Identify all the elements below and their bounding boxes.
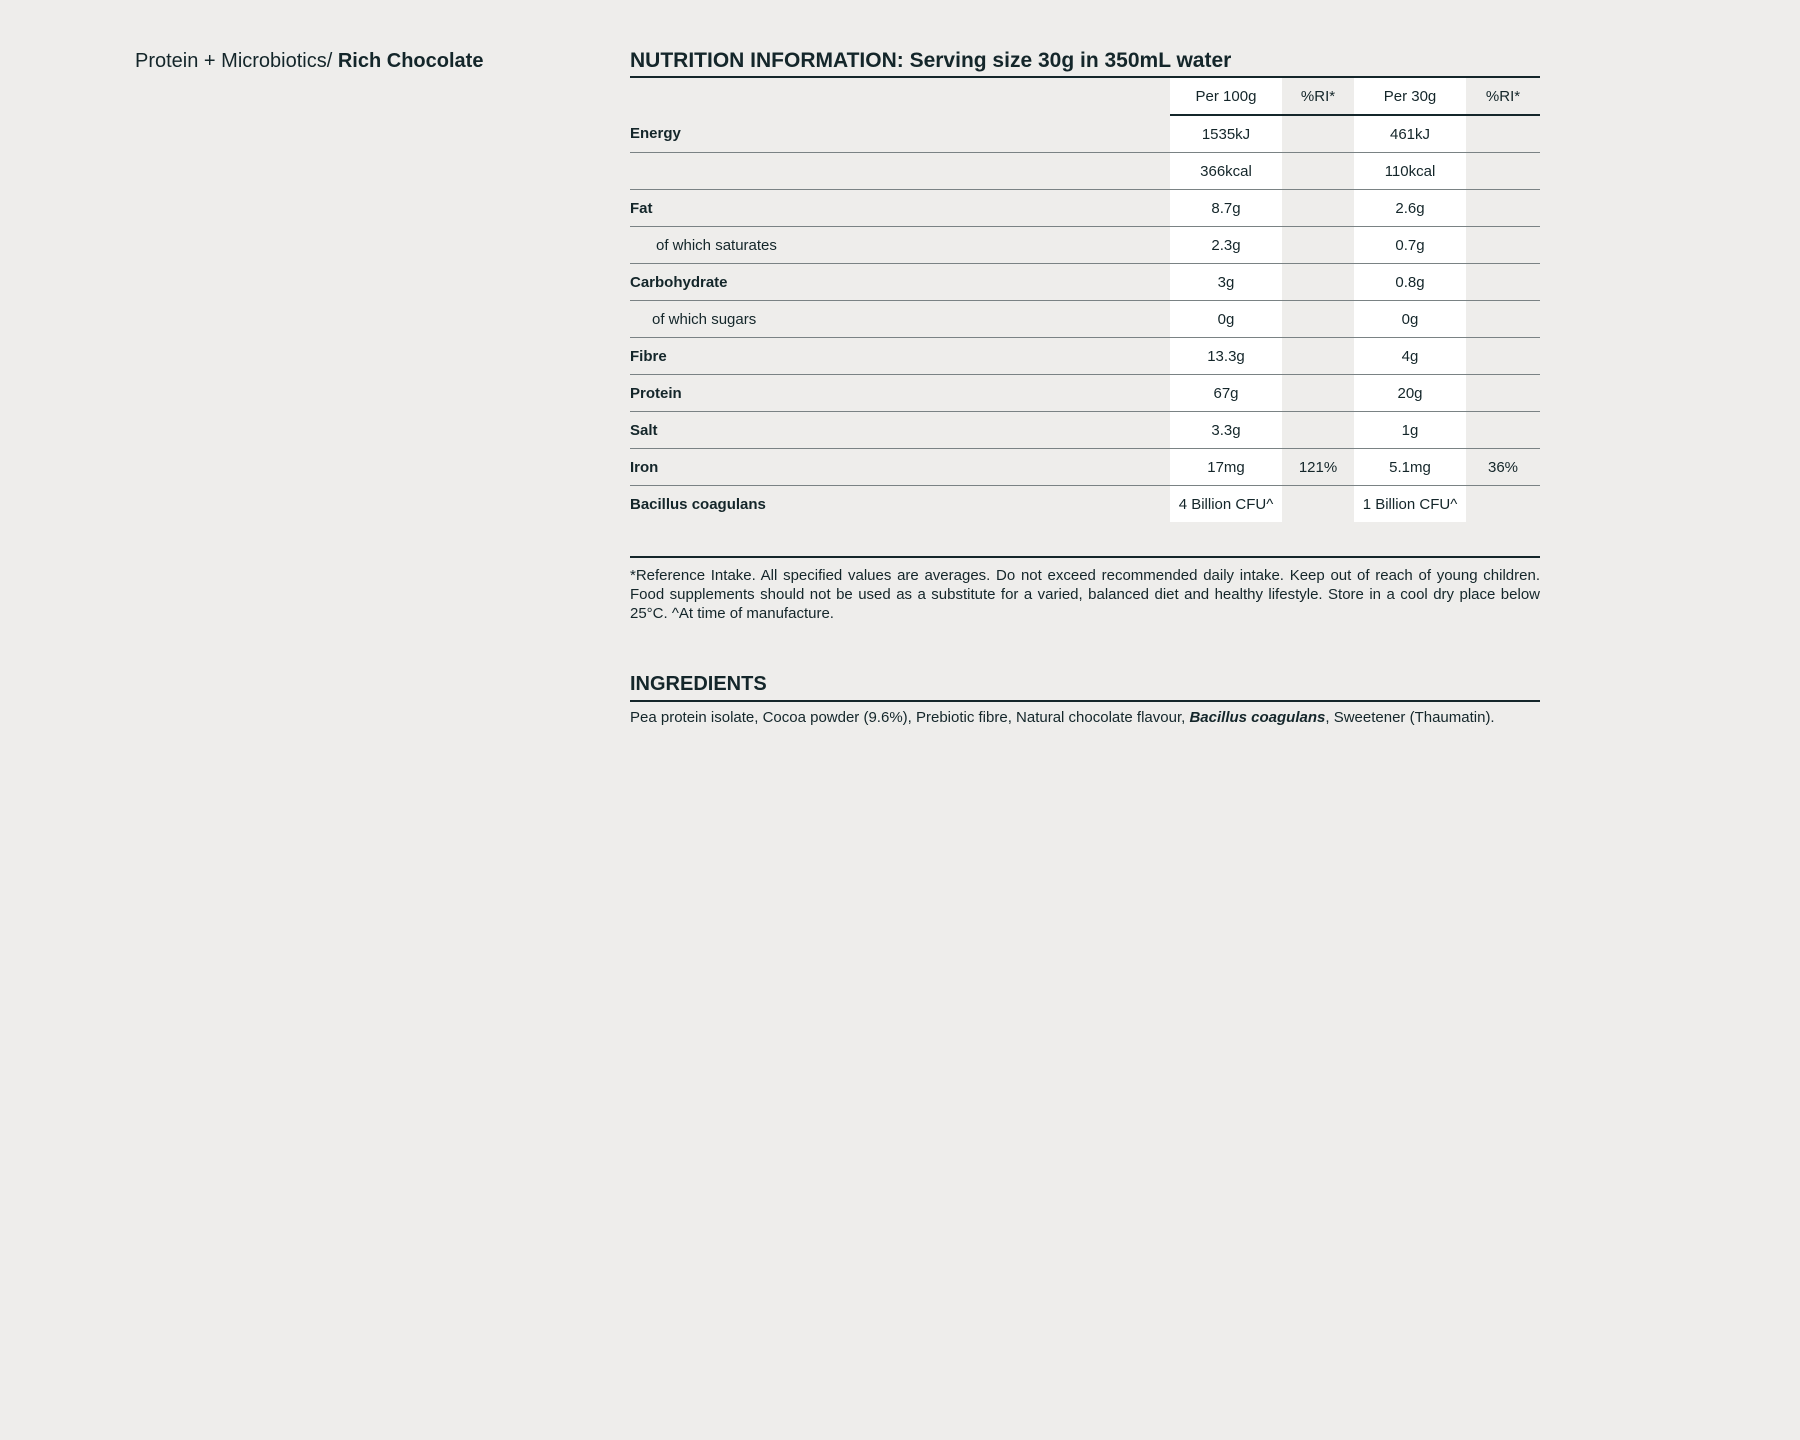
nutrient-name — [630, 153, 1170, 190]
header-ri-100g: %RI* — [1282, 77, 1354, 115]
value-per-100g: 4 Billion CFU^ — [1170, 486, 1282, 523]
ri-per-100g — [1282, 375, 1354, 412]
nutrient-name: Iron — [630, 449, 1170, 486]
ri-per-30g — [1466, 115, 1540, 153]
ri-per-30g: 36% — [1466, 449, 1540, 486]
nutrition-title: NUTRITION INFORMATION: Serving size 30g in 350mL water — [630, 49, 1232, 72]
nutrient-name: of which sugars — [630, 301, 1170, 338]
value-per-100g: 1535kJ — [1170, 115, 1282, 153]
ri-per-100g — [1282, 190, 1354, 227]
ri-per-30g — [1466, 338, 1540, 375]
nutrient-name: Protein — [630, 375, 1170, 412]
ri-per-30g — [1466, 375, 1540, 412]
ri-per-100g — [1282, 486, 1354, 523]
ri-per-100g — [1282, 412, 1354, 449]
header-per-30g: Per 30g — [1354, 77, 1466, 115]
nutrient-name: Carbohydrate — [630, 264, 1170, 301]
nutrition-table — [630, 76, 1540, 522]
value-per-100g: 366kcal — [1170, 153, 1282, 190]
ingredients-text-start: Pea protein isolate, Cocoa powder (9.6%), Prebiotic fibre, Natural chocolate flavour, — [630, 709, 1190, 726]
nutrient-name: Salt — [630, 412, 1170, 449]
ri-per-30g — [1466, 227, 1540, 264]
header-blank — [630, 77, 1170, 115]
nutrition-row — [630, 412, 1540, 449]
product-info — [630, 49, 1540, 726]
nutrient-name: Energy — [630, 115, 1170, 153]
ri-per-100g — [1282, 301, 1354, 338]
nutrition-row — [630, 190, 1540, 227]
value-per-30g: 2.6g — [1354, 190, 1466, 227]
ri-per-100g — [1282, 338, 1354, 375]
nutrient-name: Bacillus coagulans — [630, 495, 766, 513]
nutrition-row — [630, 338, 1540, 375]
nutrient-name: Fat — [630, 190, 1170, 227]
ri-per-100g — [1282, 153, 1354, 190]
ri-per-100g: 121% — [1282, 449, 1354, 486]
nutrition-row — [630, 153, 1540, 190]
nutrient-name: Fibre — [630, 338, 1170, 375]
value-per-30g: 1g — [1354, 412, 1466, 449]
breadcrumb-category[interactable]: Protein + Microbiotics/ — [135, 50, 333, 72]
nutrition-row — [630, 115, 1540, 153]
header-per-100g: Per 100g — [1170, 77, 1282, 115]
value-per-30g: 110kcal — [1354, 153, 1466, 190]
value-per-100g: 3.3g — [1170, 412, 1282, 449]
value-per-30g: 0.7g — [1354, 227, 1466, 264]
nutrition-row — [630, 449, 1540, 486]
ingredients-title: INGREDIENTS — [630, 673, 1540, 702]
value-per-30g: 4g — [1354, 338, 1466, 375]
breadcrumb — [135, 50, 483, 73]
value-per-100g: 17mg — [1170, 449, 1282, 486]
value-per-100g: 2.3g — [1170, 227, 1282, 264]
nutrient-name: of which saturates — [630, 227, 1170, 264]
value-per-100g: 67g — [1170, 375, 1282, 412]
ingredients-text-end: , Sweetener (Thaumatin). — [1325, 709, 1495, 726]
ri-per-30g — [1466, 264, 1540, 301]
breadcrumb-current: Rich Chocolate — [337, 50, 484, 72]
value-per-100g: 13.3g — [1170, 338, 1282, 375]
nutrition-row — [630, 486, 1540, 523]
nutrition-rows — [630, 115, 1540, 522]
divider — [630, 556, 1540, 558]
ri-per-30g — [1466, 301, 1540, 338]
ri-per-30g — [1466, 153, 1540, 190]
value-per-30g: 5.1mg — [1354, 449, 1466, 486]
value-per-100g: 0g — [1170, 301, 1282, 338]
ri-per-100g — [1282, 115, 1354, 153]
nutrition-row — [630, 301, 1540, 338]
ri-per-30g — [1466, 412, 1540, 449]
value-per-30g: 1 Billion CFU^ — [1354, 486, 1466, 523]
value-per-30g: 20g — [1354, 375, 1466, 412]
nutrition-row — [630, 264, 1540, 301]
ri-per-30g — [1466, 486, 1540, 523]
ri-per-100g — [1282, 227, 1354, 264]
value-per-30g: 0g — [1354, 301, 1466, 338]
ri-per-100g — [1282, 264, 1354, 301]
header-ri-30g: %RI* — [1466, 77, 1540, 115]
value-per-30g: 0.8g — [1354, 264, 1466, 301]
value-per-30g: 461kJ — [1354, 115, 1466, 153]
value-per-100g: 3g — [1170, 264, 1282, 301]
nutrition-row — [630, 227, 1540, 264]
nutrition-header-row — [630, 77, 1540, 115]
nutrition-row — [630, 375, 1540, 412]
ingredients-text-italic: Bacillus coagulans — [1189, 709, 1326, 726]
ri-per-30g — [1466, 190, 1540, 227]
nutrition-footnote: *Reference Intake. All specified values are averages. Do not exceed recommended daily intake. Keep out of reach of young children. Food supplements should not be used as a substitute for a varied, balanced diet and healthy lifestyle. Store in a cool dry place below 25°C. ^At time of manufacture. — [630, 567, 1540, 622]
ingredients-text — [630, 709, 1540, 726]
value-per-100g: 8.7g — [1170, 190, 1282, 227]
